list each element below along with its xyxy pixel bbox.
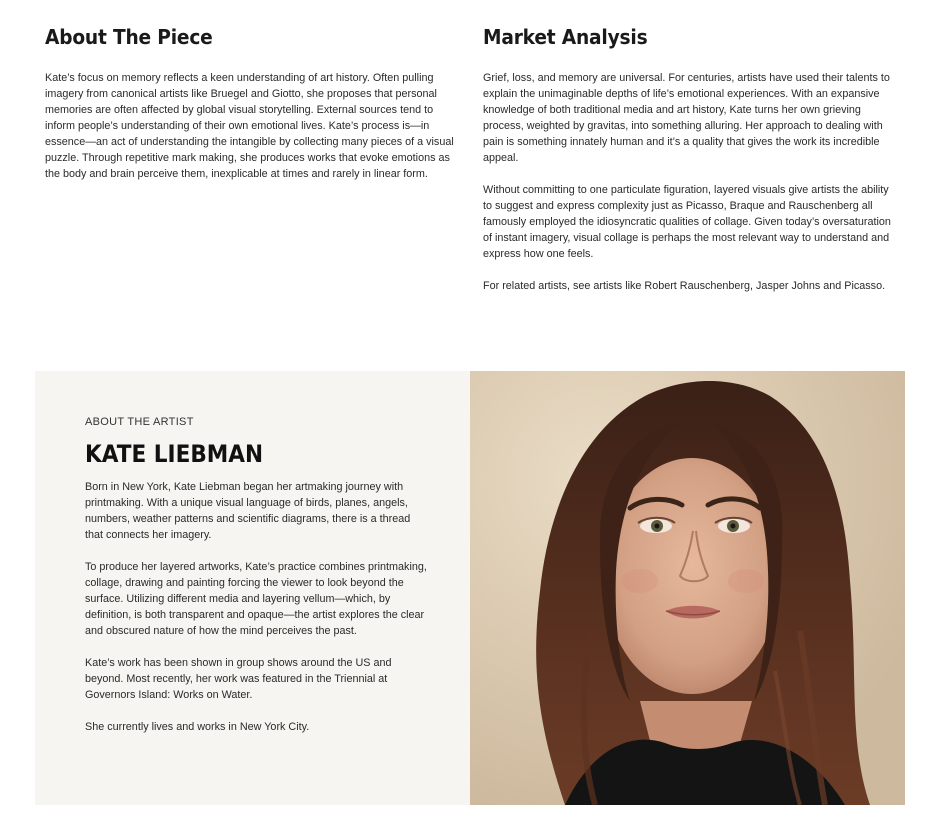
about-the-piece-body	[45, 70, 455, 182]
about-the-piece-section	[45, 22, 455, 198]
market-analysis-body	[483, 70, 893, 294]
about-the-artist-section	[35, 371, 905, 805]
artist-info-panel	[35, 371, 470, 805]
artist-bio-paragraph: To produce her layered artworks, Kate’s practice combines printmaking, collage, drawing and painting forcing the viewer to look beyond the surface. Utilizing different media and layering vellum—which, by definition, is both transparent and opaque—the artist explores the clear and obscured nature of how the mind perceives the past.	[85, 561, 427, 637]
artist-name: KATE LIEBMAN	[85, 440, 264, 468]
market-analysis-section	[483, 22, 893, 310]
market-analysis-paragraph: Grief, loss, and memory are universal. For centuries, artists have used their talents to explain the unimaginable depths of life’s emotional experiences. With an expansive knowledge of both traditional media and art history, Kate turns her own grieving process, weighted by gravitas, into something alluring. Her approach to dealing with pain is something innately human and it’s a quality that gives the work its incredible appeal.	[483, 72, 890, 164]
market-analysis-heading: Market Analysis	[483, 25, 648, 49]
artist-bio-paragraph: Kate’s work has been shown in group shows around the US and beyond. Most recently, her work was featured in the Triennial at Governors Island: Works on Water.	[85, 657, 392, 701]
about-the-piece-heading: About The Piece	[45, 25, 213, 49]
artist-bio-paragraph: She currently lives and works in New York City.	[85, 721, 310, 733]
artist-portrait-image	[470, 371, 905, 805]
about-the-piece-paragraph: Kate’s focus on memory reflects a keen understanding of art history. Often pulling imagery from canonical artists like Bruegel and Giotto, she proposes that personal memories are often affected by global visual storytelling. External sources tend to inform people’s understanding of their own emotional lives. Kate’s process is—in essence—an act of understanding the intangible by collecting many pieces of a visual puzzle. Through repetitive mark making, she produces works that evoke emotions as the body and brain perceive them, inexplicable at times and rarely in linear form.	[45, 72, 454, 180]
artist-portrait-illustration	[470, 371, 905, 805]
about-the-artist-eyebrow: ABOUT THE ARTIST	[85, 416, 194, 428]
market-analysis-paragraph: Without committing to one particulate figuration, layered visuals give artists the ability to suggest and express complexity just as Picasso, Braque and Rauschenberg all famously employed the idiosyncratic qualities of collage. Given today’s oversaturation of instant imagery, visual collage is perhaps the most relevant way to understand and express how one feels.	[483, 184, 891, 260]
artist-bio-paragraph: Born in New York, Kate Liebman began her artmaking journey with printmaking. With a unique visual language of birds, planes, angels, numbers, weather patterns and scientific diagrams, there is a thread that connects her imagery.	[85, 481, 411, 541]
market-analysis-paragraph: For related artists, see artists like Robert Rauschenberg, Jasper Johns and Picasso.	[483, 280, 886, 292]
artist-bio	[85, 479, 430, 735]
